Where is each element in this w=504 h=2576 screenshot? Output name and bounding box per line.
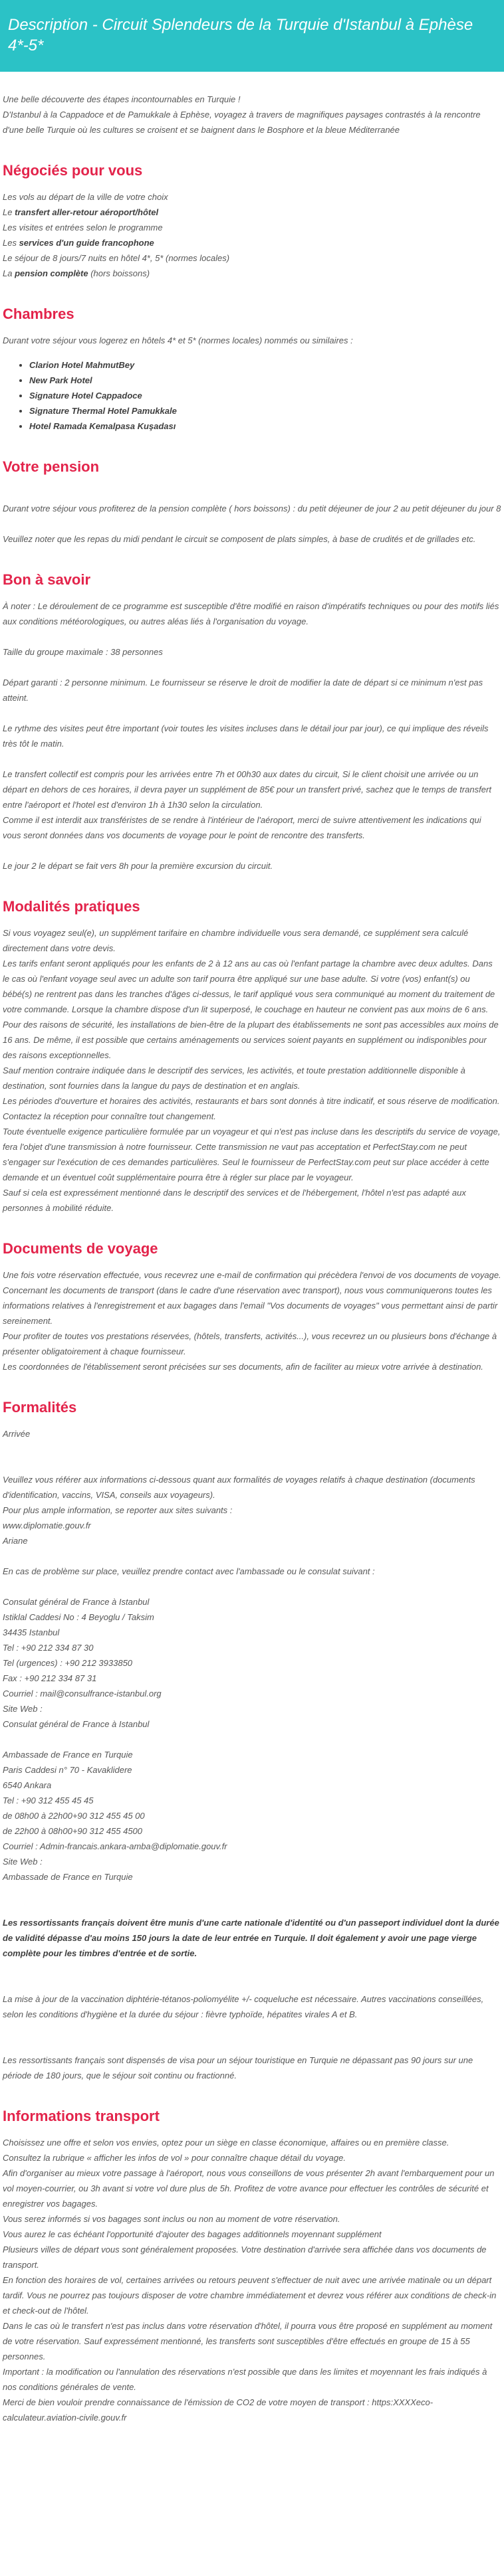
blank-line [3, 843, 501, 858]
section-heading-bon-a-savoir: Bon à savoir [3, 571, 91, 588]
description-content [0, 72, 504, 2425]
documents-paragraph: Pour profiter de toutes vos prestations réservées, (hôtels, transferts, activités...), vous recevrez un ou plusieurs bons d'échange à présenter obligatoirement à chaque fournisseur. [3, 1331, 497, 1356]
included-item-text: Le séjour de 8 jours/7 nuits en hôtel 4*, 5* (normes locales) [3, 253, 230, 263]
blank-line [3, 629, 501, 644]
transport-line: Merci de bien vouloir prendre connaissance de l'émission de CO2 de votre moyen de transport : https:XXXXeco-calculateur.aviation-civile.gouv.fr [3, 2397, 434, 2423]
blank-line [3, 1885, 501, 1900]
included-item-text: Les [3, 238, 19, 248]
terms-paragraph: Les périodes d'ouverture et horaires des activités, restaurants et bars sont donnés à titre indicatif, et sous réserve de modification. Contactez la réception pour connaître tout changement. [3, 1096, 500, 1121]
included-item [3, 205, 501, 220]
site-link-row [3, 1518, 501, 1533]
included-item-highlight: pension complète [15, 268, 88, 278]
rooms-intro: Durant votre séjour vous logerez en hôtels 4* et 5* (normes locales) nommés ou similaires : [3, 335, 353, 345]
visa-notice: Les ressortissants français sont dispensés de visa pour un séjour touristique en Turquie ne dépassant pas 90 jours sur une période de 180 jours, que le séjour soit continu ou fractionné. [3, 2055, 473, 2080]
section-heading-transport: Informations transport [3, 2108, 160, 2124]
included-item-text: La [3, 268, 15, 278]
section-heading-modalites: Modalités pratiques [3, 898, 140, 915]
consulate-site-link[interactable]: Consulat général de France à Istanbul [3, 1719, 150, 1729]
blank-line [3, 1900, 501, 1915]
intro-line: Une belle découverte des étapes incontournables en Turquie ! [3, 94, 241, 104]
transport-line: Vous aurez le cas échéant l'opportunité d'ajouter des bagages additionnels moyennant supplément [3, 2229, 382, 2239]
blank-line [3, 1732, 501, 1747]
embassy-line: Paris Caddesi n° 70 - Kavaklidere [3, 1765, 132, 1775]
included-item [3, 266, 501, 281]
consulate-line: Istiklal Caddesi No : 4 Beyoglu / Taksim [3, 1612, 154, 1622]
included-item [3, 235, 501, 250]
transport-line: Plusieurs villes de départ vous sont généralement proposées. Votre destination d'arrivée sera affichée dans vos documents de transport. [3, 2245, 487, 2270]
blank-line [3, 660, 501, 675]
terms-paragraph: Pour des raisons de sécurité, les installations de bien-être de la plupart des établissements ne sont pas accessibles aux moins de 16 ans. De même, il est possible que certains aménagements ou services soient payants en supplément ou indisponibles pour des raisons exceptionnelles. [3, 1020, 499, 1060]
embassy-line: Tel : +90 312 455 45 45 [3, 1795, 94, 1805]
transport-line: Choisissez une offre et selon vos envies, optez pour un siège en classe économique, affaires ou en première classe. [3, 2138, 449, 2148]
included-item-text: Le [3, 207, 15, 217]
transport-line: Dans le cas où le transfert n'est pas inclus dans votre réservation d'hôtel, il pourra vous être proposé en supplément au moment de votre réservation. Sauf expressément mentionné, les transferts sont susceptibles d'être effectués en groupe de 15 à 55 personnes. [3, 2321, 493, 2361]
passport-notice: Les ressortissants français doivent être munis d'une carte nationale d'identité ou d'un passeport individuel dont la durée de validité dépasse d'au moins 150 jours la date de leur entrée en Turquie. Il doit également y avoir une page vierge complète pour les timbres d'entrée et de sortie. [3, 1918, 499, 1958]
blank-line [3, 486, 501, 501]
section-heading-pension: Votre pension [3, 458, 100, 475]
blank-line [3, 1976, 501, 1991]
documents-paragraph: Une fois votre réservation effectuée, vous recevrez une e-mail de confirmation qui précèdera l'envoi de vos documents de voyage. [3, 1270, 501, 1280]
blank-line [3, 1548, 501, 1564]
contact-intro: En cas de problème sur place, veuillez prendre contact avec l'ambassade ou le consulat suivant : [3, 1566, 375, 1576]
hotel-list-item: • New Park Hotel [29, 373, 501, 388]
included-item [3, 189, 501, 205]
embassy-line: 6540 Ankara [3, 1780, 52, 1790]
included-item [3, 250, 501, 266]
consulate-line: 34435 Istanbul [3, 1627, 60, 1637]
site-link-row [3, 1869, 501, 1885]
blank-line [3, 516, 501, 531]
pension-text: Veuillez noter que les repas du midi pendant le circuit se composent de plats simples, à base de crudités et de grillades etc. [3, 534, 476, 544]
transport-line: Afin d'organiser au mieux votre passage à l'aéroport, nous vous conseillons de vous présenter 2h avant l'embarquement pour un vol moyen-courrier, ou 3h avant si votre vol dure plus de 5h. Profitez de votre avance pour effectuer les contrôles de sécurité et enregistrer vos bagages. [3, 2168, 495, 2209]
section-heading-formalites: Formalités [3, 1399, 77, 1416]
embassy-line: de 08h00 à 22h00+90 312 455 45 00 [3, 1811, 145, 1821]
info-paragraph: Le rythme des visites peut être important (voir toutes les visites incluses dans le détail jour par jour), ce qui implique des réveils très tôt le matin. [3, 723, 489, 749]
blank-line [3, 1441, 501, 1457]
included-item-text: Les vols au départ de la ville de votre choix [3, 192, 168, 202]
consulate-line: Fax : +90 212 334 87 31 [3, 1673, 97, 1683]
blank-line [3, 1961, 501, 1976]
embassy-line: Ambassade de France en Turquie [3, 1750, 133, 1760]
title-banner [0, 0, 504, 72]
transport-line: Important : la modification ou l'annulation des réservations n'est possible que dans les limites et moyennant les frais indiqués à nos conditions générales de vente. [3, 2367, 487, 2392]
diplomatie-site-link[interactable]: www.diplomatie.gouv.fr [3, 1520, 91, 1530]
consulate-line: Tel : +90 212 334 87 30 [3, 1643, 94, 1653]
embassy-line: Courriel : Admin-francais.ankara-amba@diplomatie.gouv.fr [3, 1841, 227, 1851]
hotel-list-item: • Signature Hotel Cappadoce [29, 388, 501, 403]
embassy-contact-block [3, 1747, 501, 1885]
info-paragraph: Le transfert collectif est compris pour les arrivées entre 7h et 00h30 aux dates du circuit, Si le client choisit une arrivée ou un départ en dehors de ces horaires, il devra payer un supplément de 85€ pour un transfert privé, sachez que le temps de transfert entre l'aéroport et l'hotel est d'environ 1h à 1h30 selon la circulation. [3, 769, 491, 810]
included-item-highlight: services d'un guide francophone [19, 238, 154, 248]
included-item-text: Les visites et entrées selon le programme [3, 223, 163, 232]
sites-intro: Pour plus ample information, se reporter aux sites suivants : [3, 1505, 233, 1515]
pension-text: Durant votre séjour vous profiterez de la pension complète ( hors boissons) : du petit déjeuner de jour 2 au petit déjeuner du jour 8 [3, 504, 501, 513]
section-heading-chambres: Chambres [3, 306, 74, 322]
section-heading-documents: Documents de voyage [3, 1240, 158, 1257]
included-item-text: (hors boissons) [88, 268, 150, 278]
consulate-line: Consulat général de France à Istanbul [3, 1597, 150, 1607]
arrival-label: Arrivée [3, 1429, 31, 1439]
vaccination-notice: La mise à jour de la vaccination diphtérie-tétanos-poliomyélite +/- coqueluche est nécessaire. Autres vaccinations conseillées, selon les conditions d'hygiène et la durée du séjour : fièvre typhoïde, hépatites virales A et B. [3, 1994, 484, 2019]
blank-line [3, 2022, 501, 2037]
hotel-list-item: • Signature Thermal Hotel Pamukkale [29, 403, 501, 418]
terms-paragraph: Sauf mention contraire indiquée dans le descriptif des services, les activités, et toute prestation additionnelle disponible à destination, sont fournies dans la langue du pays de destination et en anglais. [3, 1065, 465, 1091]
intro-line: D'Istanbul à la Cappadoce et de Pamukkale à Ephèse, voyagez à travers de magnifiques paysages contrastés à la rencontre d'une belle Turquie où les cultures se croisent et se baignent dans le Bosphore et la bleue Méditerranée [3, 110, 481, 135]
hotel-list-item: • Clarion Hotel MahmutBey [29, 357, 501, 373]
info-paragraph: Départ garanti : 2 personne minimum. Le fournisseur se réserve le droit de modifier la date de départ si ce minimum n'est pas atteint. [3, 678, 483, 703]
blank-line [3, 1457, 501, 1472]
blank-line [3, 1579, 501, 1594]
transport-line: Consultez la rubrique « afficher les infos de vol » pour connaître chaque détail du voyage. [3, 2153, 346, 2163]
info-paragraph: Comme il est interdit aux transféristes de se rendre à l'intérieur de l'aéroport, merci de suivre attentivement les indications qui vous seront données dans vos documents de voyage pour le point de rencontre des transferts. [3, 815, 481, 840]
terms-paragraph: Toute éventuelle exigence particulière formulée par un voyageur et qui n'est pas incluse dans les descriptifs du service de voyage, fera l'objet d'une transmission à notre fournisseur. Cette transmission ne vaut pas acceptation et PerfectStay.com ne peut s'engager sur l'exécution de ces demandes particulières. Seul le fournisseur de PerfectStay.com peut sur place accéder à cette demande et un éventuel coût supplémentaire pourra être à régler sur place par le voyageur. [3, 1127, 501, 1182]
terms-paragraph: Les tarifs enfant seront appliqués pour les enfants de 2 à 12 ans au cas où l'enfant partage la chambre avec deux adultes. Dans le cas où l'enfant voyage seul avec un adulte son tarif pourra être appliqué sur une base adulte. Si votre (vos) enfant(s) ou bébé(s) ne rentrent pas dans les tranches d'âges ci-dessus, le tarif appliqué vous sera communiqué au moment du traitement de votre commande. Lorsque la chambre dispose d'un lit superposé, le couchage en hauteur ne convient pas aux moins de 6 ans. [3, 959, 495, 1014]
ariane-site-link[interactable]: Ariane [3, 1536, 28, 1546]
blank-line [3, 705, 501, 721]
info-paragraph: Taille du groupe maximale : 38 personnes [3, 647, 163, 657]
transport-line: Vous serez informés si vos bagages sont inclus ou non au moment de votre réservation. [3, 2214, 340, 2224]
consulate-contact-block [3, 1594, 501, 1732]
site-link-row [3, 1716, 501, 1732]
hotel-list-item: • Hotel Ramada Kemalpasa Kuşadası [29, 418, 501, 434]
transport-line: En fonction des horaires de vol, certaines arrivées ou retours peuvent s'effectuer de nuit avec une arrivée matinale ou un départ tardif. Vous ne pourrez pas toujours disposer de votre chambre immédiatement et devrez vous référer aux conditions de check-in et check-out de l'hôtel. [3, 2275, 497, 2316]
site-link-row [3, 1533, 501, 1548]
embassy-site-link[interactable]: Ambassade de France en Turquie [3, 1872, 133, 1882]
blank-line [3, 2037, 501, 2053]
formalities-reference: Veuillez vous référer aux informations ci-dessous quant aux formalités de voyages relatifs à chaque destination (documents d'identification, vaccins, VISA, conseils aux voyageurs). [3, 1475, 475, 1500]
page-title: Description - Circuit Splendeurs de la Turquie d'Istanbul à Ephèse 4*-5* [8, 16, 473, 54]
documents-paragraph: Concernant les documents de transport (dans le cadre d'une réservation avec transport), nous vous communiquerons toutes les informations relatives à l'enregistrement et aux bagages dans l'email "Vos documents de voyages" vous permettant ainsi de partir sereinement. [3, 1285, 498, 1326]
info-paragraph: Le jour 2 le départ se fait vers 8h pour la première excursion du circuit. [3, 861, 273, 871]
consulate-line: Tel (urgences) : +90 212 3933850 [3, 1658, 133, 1668]
terms-paragraph: Sauf si cela est expressément mentionné dans le descriptif des services et de l'hébergement, l'hôtel n'est pas adapté aux personnes à mobilité réduite. [3, 1188, 466, 1213]
included-item [3, 220, 501, 235]
documents-paragraph: Les coordonnées de l'établissement seront précisées sur ses documents, afin de faciliter au mieux votre arrivée à destination. [3, 1362, 483, 1372]
blank-line [3, 751, 501, 767]
embassy-line: Site Web : [3, 1857, 43, 1867]
consulate-line: Courriel : mail@consulfrance-istanbul.org [3, 1689, 162, 1699]
info-paragraph: À noter : Le déroulement de ce programme est susceptible d'être modifié en raison d'impératifs techniques ou pour des motifs liés aux conditions météorologiques, ou autres aléas liés à l'organisation du voyage. [3, 601, 499, 626]
consulate-line: Site Web : [3, 1704, 43, 1714]
section-heading-negocies: Négociés pour vous [3, 162, 143, 179]
included-item-highlight: transfert aller-retour aéroport/hôtel [15, 207, 159, 217]
embassy-line: de 22h00 à 08h00+90 312 455 4500 [3, 1826, 143, 1836]
terms-paragraph: Si vous voyagez seul(e), un supplément tarifaire en chambre individuelle vous sera demandé, ce supplément sera calculé directement dans votre devis. [3, 928, 469, 953]
hotel-list [3, 357, 501, 434]
